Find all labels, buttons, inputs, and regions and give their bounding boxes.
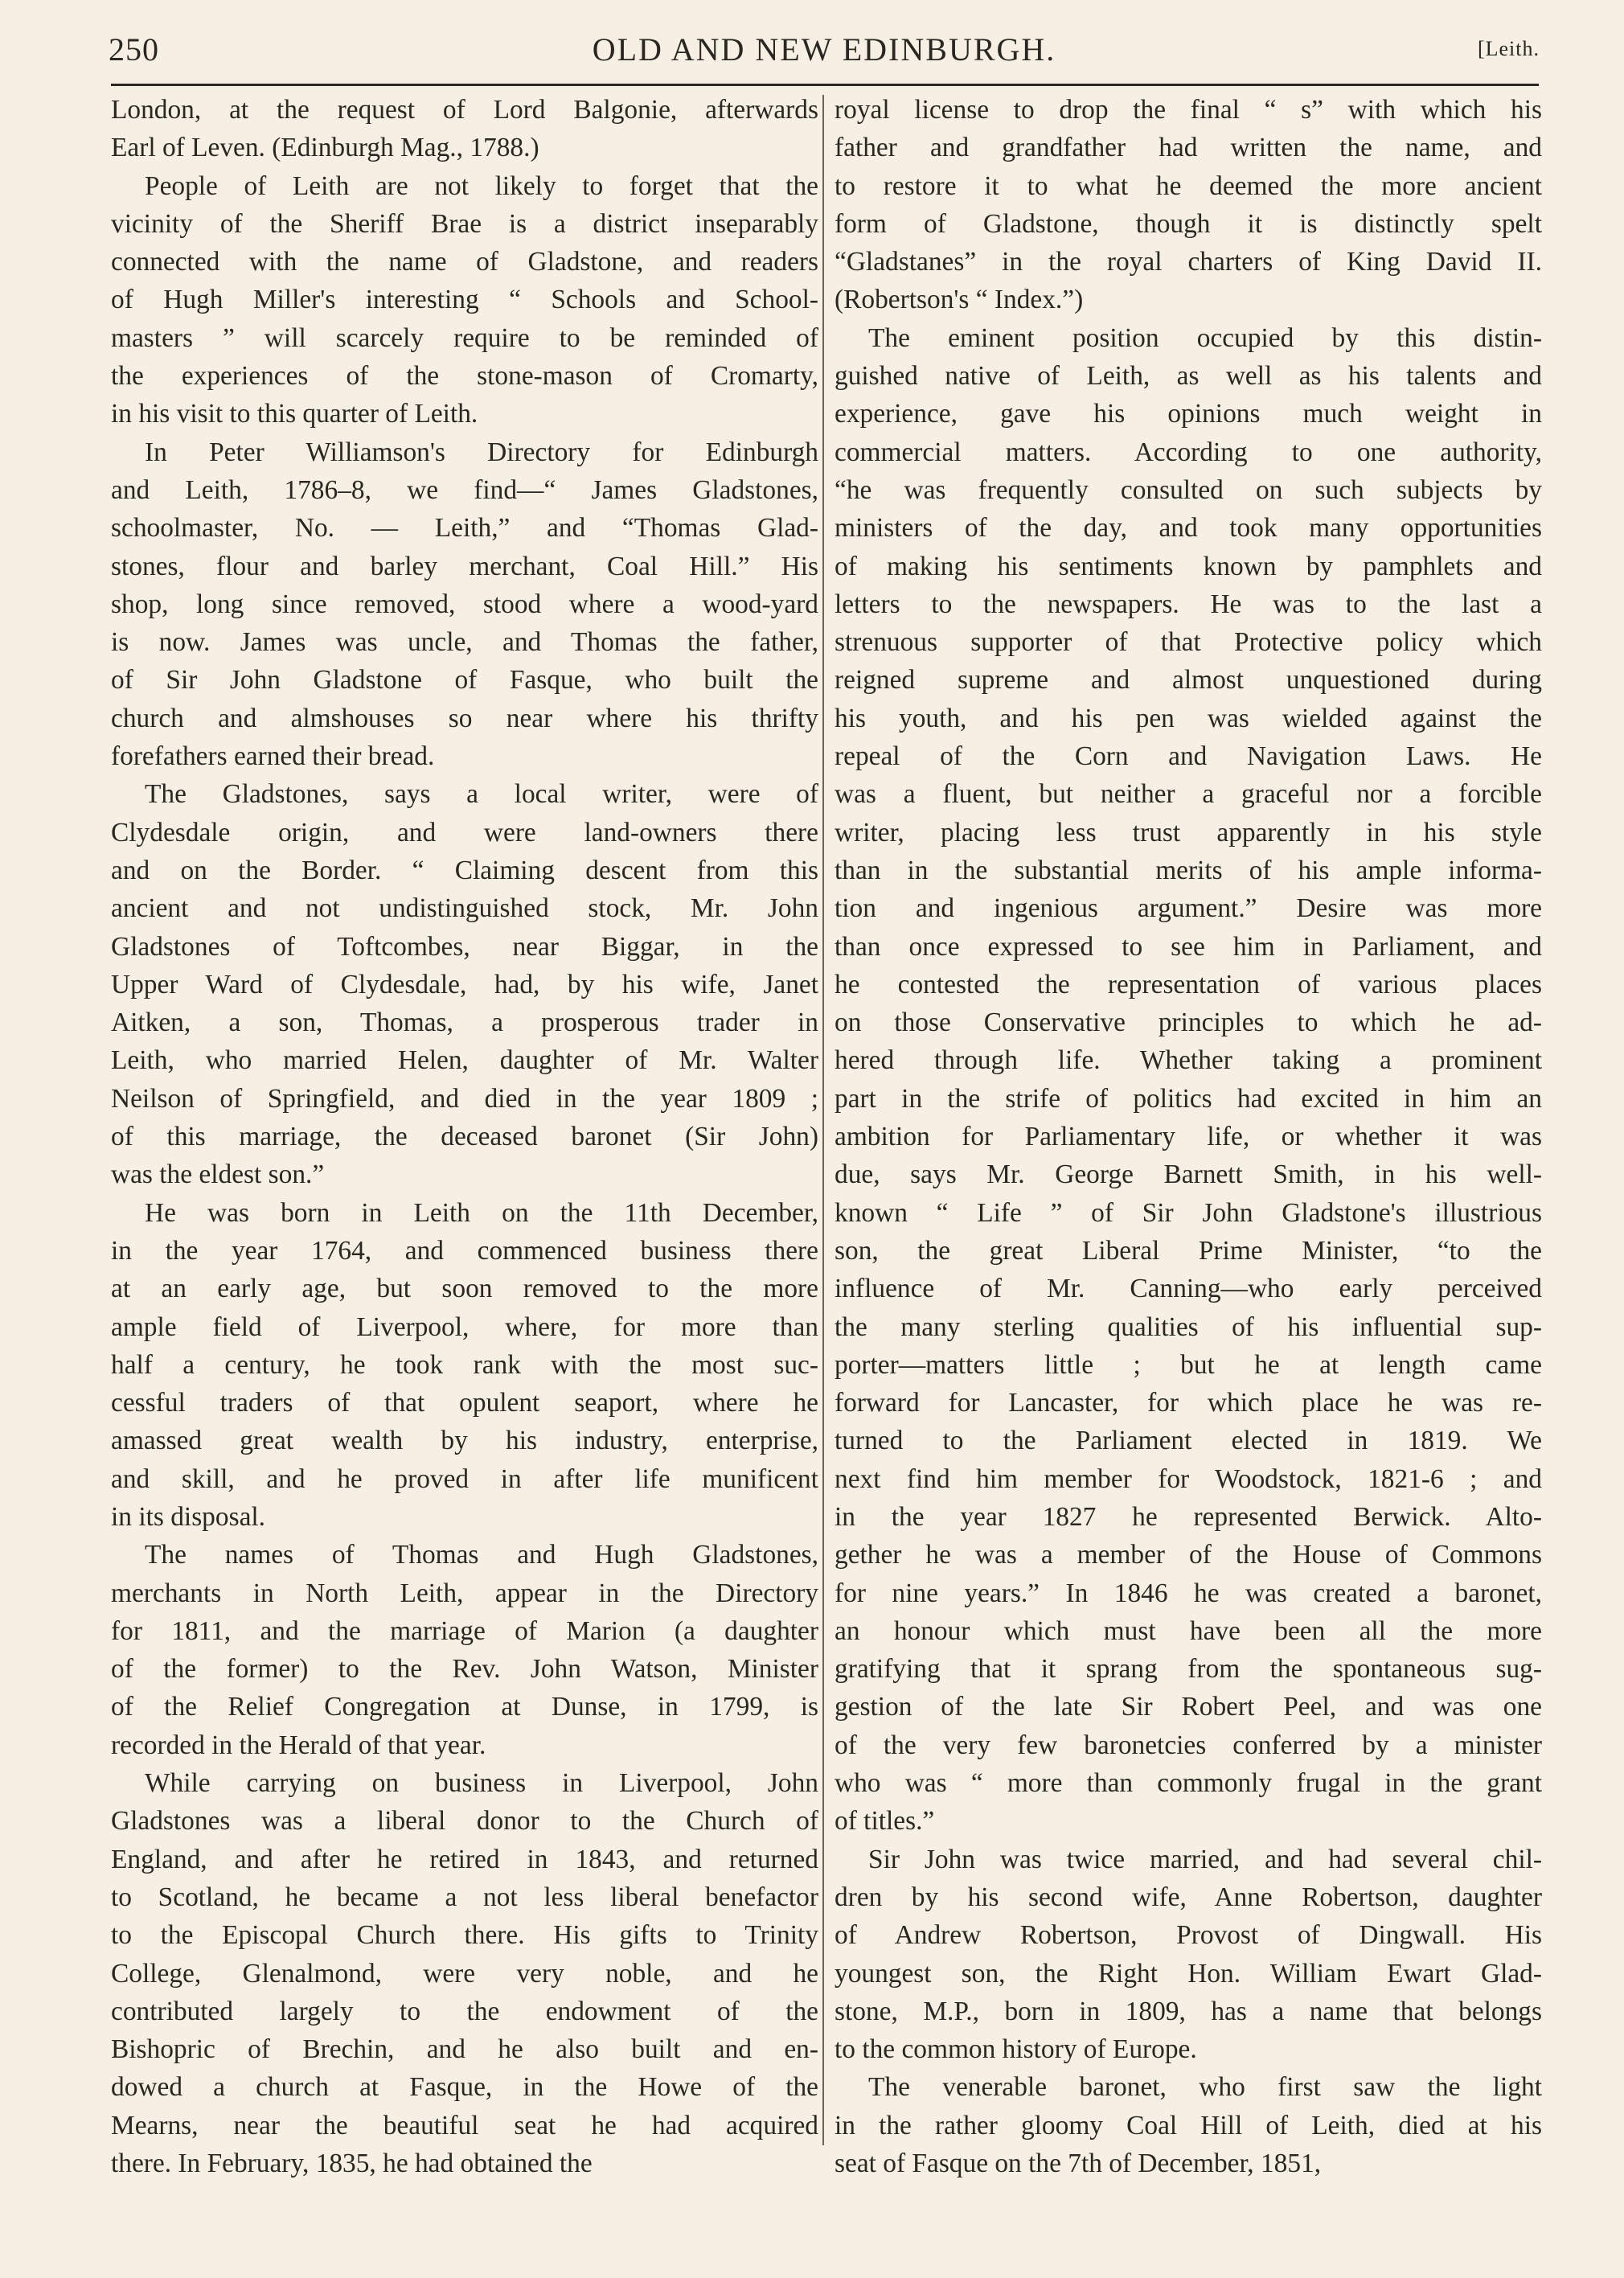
- text-line: youngest son, the Right Hon. William Ewart Glad-: [835, 1958, 1542, 1989]
- text-line: son, the great Liberal Prime Minister, “to the: [835, 1235, 1542, 1266]
- text-line: stone, M.P., born in 1809, has a name that belongs: [835, 1996, 1542, 2026]
- text-line: porter—matters little ; but he at length came: [835, 1349, 1542, 1380]
- text-line: He was born in Leith on the 11th December,: [145, 1197, 818, 1228]
- text-line: ambition for Parliamentary life, or whether it was: [835, 1122, 1542, 1152]
- text-line: The venerable baronet, who first saw the light: [868, 2072, 1542, 2103]
- text-line: and on the Border. “ Claiming descent from this: [111, 855, 818, 885]
- paragraph: [111, 1194, 818, 1537]
- text-line: guished native of Leith, as well as his talents and: [835, 361, 1542, 392]
- text-line: seat of Fasque on the 7th of December, 1851,: [835, 2149, 1322, 2179]
- text-line: Aitken, a son, Thomas, a prosperous trader in: [111, 1008, 818, 1038]
- text-line: turned to the Parliament elected in 1819. We: [835, 1426, 1542, 1456]
- text-line: repeal of the Corn and Navigation Laws. He: [835, 741, 1542, 772]
- text-line: of Andrew Robertson, Provost of Dingwall. His: [835, 1920, 1542, 1951]
- text-line: Bishopric of Brechin, and he also built and en-: [111, 2034, 818, 2065]
- left-column: [111, 91, 818, 2182]
- text-line: ministers of the day, and took many opportunities: [835, 513, 1542, 544]
- text-line: church and almshouses so near where his thrifty: [111, 703, 818, 733]
- text-line: the many sterling qualities of his influential sup-: [835, 1311, 1542, 1342]
- text-line: shop, long since removed, stood where a wood-yard: [111, 589, 818, 619]
- text-line: Gladstones of Toftcombes, near Biggar, in the: [111, 931, 818, 962]
- paragraph: [835, 2068, 1542, 2182]
- text-line: forward for Lancaster, for which place he was re-: [835, 1388, 1542, 1418]
- text-line: People of Leith are not likely to forget that the: [145, 170, 818, 201]
- text-line: masters ” will scarcely require to be reminded of: [111, 322, 818, 353]
- running-title: OLD AND NEW EDINBURGH.: [592, 31, 1056, 68]
- text-line: ancient and not undistinguished stock, Mr. John: [111, 893, 818, 924]
- text-line: Clydesdale origin, and were land-owners there: [111, 817, 818, 848]
- text-line: father and grandfather had written the name, and: [835, 133, 1542, 163]
- text-line: part in the strife of politics had excited in him an: [835, 1083, 1542, 1114]
- text-line: of making his sentiments known by pamphlets and: [835, 551, 1542, 581]
- text-line: College, Glenalmond, were very noble, and he: [111, 1958, 818, 1989]
- text-line: of this marriage, the deceased baronet (Sir John): [111, 1122, 818, 1152]
- text-line: his youth, and his pen was wielded against the: [835, 703, 1542, 733]
- text-line: the experiences of the stone-mason of Cromarty,: [111, 361, 818, 392]
- text-line: he contested the representation of various places: [835, 969, 1542, 999]
- text-line: half a century, he took rank with the most suc-: [111, 1349, 818, 1380]
- text-line: to the Episcopal Church there. His gifts to Trinity: [111, 1920, 818, 1951]
- text-line: hered through life. Whether taking a prominent: [835, 1045, 1542, 1076]
- text-line: merchants in North Leith, appear in the Directory: [111, 1578, 818, 1608]
- text-line: next find him member for Woodstock, 1821-6 ; and: [835, 1463, 1542, 1494]
- text-line: reigned supreme and almost unquestioned during: [835, 665, 1542, 696]
- right-column: [835, 91, 1542, 2182]
- text-line: vicinity of the Sheriff Brae is a district inseparably: [111, 208, 818, 239]
- text-line: forefathers earned their bread.: [111, 741, 435, 772]
- paragraph: [111, 433, 818, 776]
- text-line: there. In February, 1835, he had obtained the: [111, 2149, 593, 2179]
- text-line: London, at the request of Lord Balgonie, afterwards: [111, 95, 818, 125]
- text-line: to Scotland, he became a not less liberal benefactor: [111, 1882, 818, 1912]
- text-line: Sir John was twice married, and had several chil-: [868, 1844, 1542, 1874]
- text-line: ample field of Liverpool, where, for more than: [111, 1311, 818, 1342]
- text-line: to restore it to what he deemed the more ancient: [835, 170, 1542, 201]
- text-line: of the Relief Congregation at Dunse, in 1799, is: [111, 1692, 818, 1722]
- text-line: Upper Ward of Clydesdale, had, by his wife, Janet: [111, 969, 818, 999]
- text-line: in his visit to this quarter of Leith.: [111, 399, 478, 429]
- paragraph: [835, 1841, 1542, 2069]
- text-line: in the year 1764, and commenced business there: [111, 1235, 818, 1266]
- text-line: who was “ more than commonly frugal in the grant: [835, 1768, 1542, 1799]
- text-line: was a fluent, but neither a graceful nor a forcible: [835, 779, 1542, 810]
- text-line: in its disposal.: [111, 1501, 266, 1532]
- text-line: is now. James was uncle, and Thomas the father,: [111, 627, 818, 658]
- text-line: contributed largely to the endowment of the: [111, 1996, 818, 2026]
- text-line: “he was frequently consulted on such subjects by: [835, 474, 1542, 505]
- text-line: known “ Life ” of Sir John Gladstone's illustrious: [835, 1197, 1542, 1228]
- text-line: to the common history of Europe.: [835, 2034, 1197, 2065]
- text-line: of Sir John Gladstone of Fasque, who built the: [111, 665, 818, 696]
- text-line: due, says Mr. George Barnett Smith, in his well-: [835, 1160, 1542, 1190]
- paragraph: [111, 91, 818, 167]
- text-line: Neilson of Springfield, and died in the year 1809 ;: [111, 1083, 818, 1114]
- page-number: 250: [109, 31, 159, 68]
- text-line: tion and ingenious argument.” Desire was more: [835, 893, 1542, 924]
- paragraph: [835, 91, 1542, 319]
- text-line: connected with the name of Gladstone, and readers: [111, 247, 818, 277]
- text-line: for nine years.” In 1846 he was created a baronet,: [835, 1578, 1542, 1608]
- text-line: amassed great wealth by his industry, enterprise,: [111, 1426, 818, 1456]
- text-line: The eminent position occupied by this distin-: [868, 322, 1542, 353]
- text-line: of Hugh Miller's interesting “ Schools and School-: [111, 285, 818, 315]
- text-line: Earl of Leven. (Edinburgh Mag., 1788.): [111, 133, 539, 163]
- text-line: cessful traders of that opulent seaport, where he: [111, 1388, 818, 1418]
- text-line: The names of Thomas and Hugh Gladstones,: [145, 1540, 818, 1570]
- text-line: While carrying on business in Liverpool, John: [145, 1768, 818, 1799]
- text-line: royal license to drop the final “ s” with which his: [835, 95, 1542, 125]
- text-line: dren by his second wife, Anne Robertson, daughter: [835, 1882, 1542, 1912]
- text-line: form of Gladstone, though it is distinctly spelt: [835, 208, 1542, 239]
- text-line: of the very few baronetcies conferred by a minister: [835, 1730, 1542, 1760]
- text-line: on those Conservative principles to which he ad-: [835, 1008, 1542, 1038]
- text-line: In Peter Williamson's Directory for Edinburgh: [145, 437, 818, 467]
- text-line: experience, gave his opinions much weight in: [835, 399, 1542, 429]
- text-line: “Gladstanes” in the royal charters of King David II.: [835, 247, 1542, 277]
- text-line: than in the substantial merits of his ample informa-: [835, 855, 1542, 885]
- text-line: and Leith, 1786–8, we find—“ James Gladstones,: [111, 474, 818, 505]
- text-line: commercial matters. According to one authority,: [835, 437, 1542, 467]
- column-divider: [822, 95, 824, 2145]
- text-line: Gladstones was a liberal donor to the Church of: [111, 1806, 818, 1837]
- paragraph: [835, 319, 1542, 1841]
- text-line: in the year 1827 he represented Berwick. Alto-: [835, 1501, 1542, 1532]
- text-line: in the rather gloomy Coal Hill of Leith, died at his: [835, 2110, 1542, 2140]
- text-line: (Robertson's “ Index.”): [835, 285, 1084, 315]
- paragraph: [111, 167, 818, 433]
- text-line: at an early age, but soon removed to the more: [111, 1274, 818, 1304]
- header-rule: [111, 84, 1539, 86]
- text-line: England, and after he retired in 1843, and returned: [111, 1844, 818, 1874]
- text-line: Leith, who married Helen, daughter of Mr. Walter: [111, 1045, 818, 1076]
- paragraph: [111, 1764, 818, 2182]
- paragraph: [111, 775, 818, 1193]
- text-line: influence of Mr. Canning—who early perceived: [835, 1274, 1542, 1304]
- text-line: schoolmaster, No. — Leith,” and “Thomas Glad-: [111, 513, 818, 544]
- text-line: strenuous supporter of that Protective policy which: [835, 627, 1542, 658]
- text-line: writer, placing less trust apparently in his style: [835, 817, 1542, 848]
- text-line: was the eldest son.”: [111, 1160, 325, 1190]
- section-tag: [Leith.: [1477, 37, 1540, 60]
- text-line: letters to the newspapers. He was to the last a: [835, 589, 1542, 619]
- text-line: gestion of the late Sir Robert Peel, and was one: [835, 1692, 1542, 1722]
- text-line: gratifying that it sprang from the spontaneous sug-: [835, 1654, 1542, 1685]
- text-line: Mearns, near the beautiful seat he had acquired: [111, 2110, 818, 2140]
- text-line: of titles.”: [835, 1806, 935, 1837]
- text-line: gether he was a member of the House of Commons: [835, 1540, 1542, 1570]
- text-line: of the former) to the Rev. John Watson, Minister: [111, 1654, 818, 1685]
- paragraph: [111, 1536, 818, 1764]
- page-header: [109, 31, 1540, 79]
- text-line: for 1811, and the marriage of Marion (a daughter: [111, 1615, 818, 1646]
- text-line: stones, flour and barley merchant, Coal Hill.” His: [111, 551, 818, 581]
- text-line: The Gladstones, says a local writer, were of: [145, 779, 818, 810]
- text-line: recorded in the Herald of that year.: [111, 1730, 486, 1760]
- text-line: and skill, and he proved in after life munificent: [111, 1463, 818, 1494]
- text-line: an honour which must have been all the more: [835, 1615, 1542, 1646]
- text-line: dowed a church at Fasque, in the Howe of the: [111, 2072, 818, 2103]
- text-line: than once expressed to see him in Parliament, and: [835, 931, 1542, 962]
